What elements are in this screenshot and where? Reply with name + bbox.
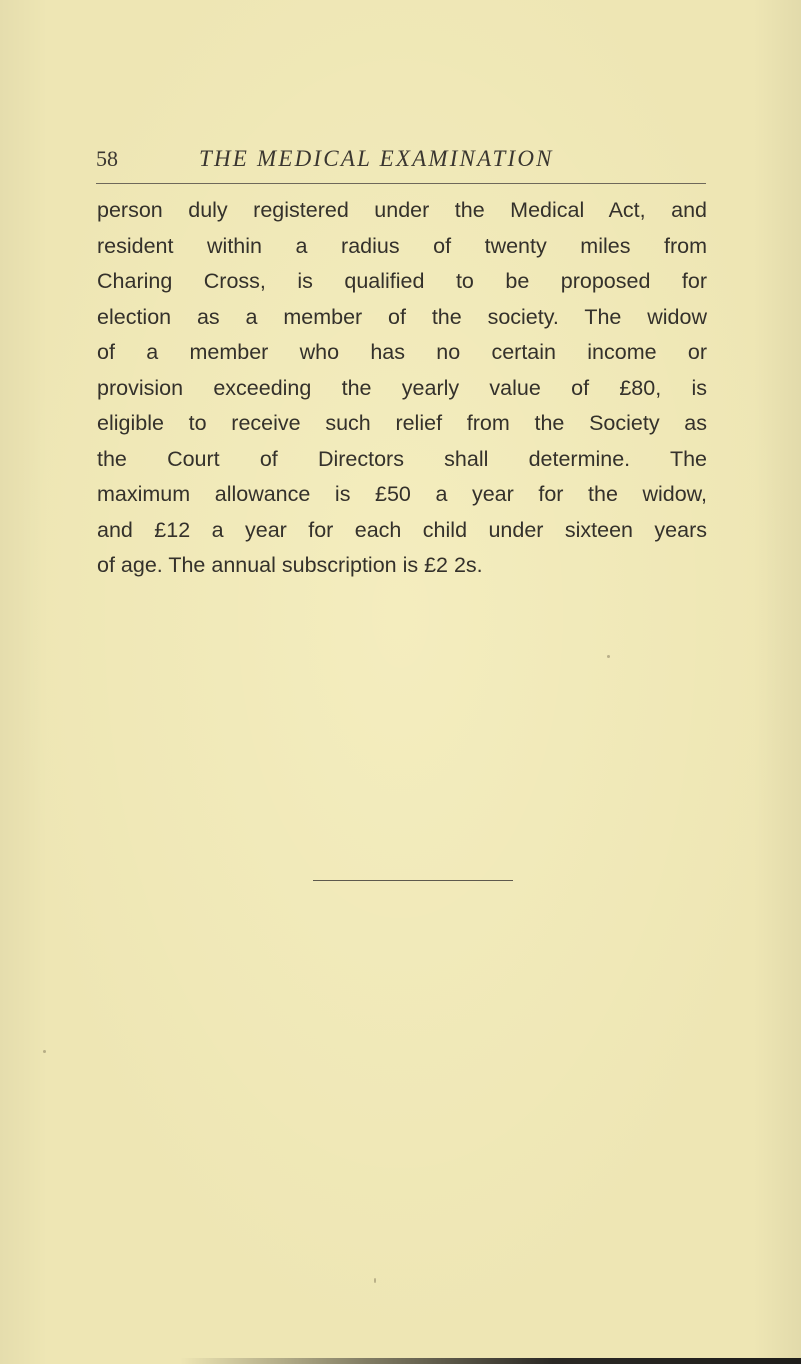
- text-line: and £12 a year for each child under sixteen years: [97, 517, 707, 542]
- text-line: eligible to receive such relief from the Society as: [97, 411, 707, 435]
- section-end-rule: [313, 880, 513, 881]
- text-line: the Court of Directors shall determine. The: [97, 446, 707, 471]
- header-rule: [96, 183, 706, 184]
- page-number: 58: [96, 146, 118, 171]
- text-line: of a member who has no certain income or: [97, 340, 707, 364]
- text-line: election as a member of the society. The widow: [97, 304, 707, 329]
- text-line: provision exceeding the yearly value of £80, is: [97, 375, 707, 400]
- text-line: resident within a radius of twenty miles from: [97, 233, 707, 258]
- paper-speck: [374, 1278, 376, 1283]
- body-paragraph: [97, 193, 707, 584]
- text-line: maximum allowance is £50 a year for the widow,: [97, 482, 707, 506]
- paper-speck: [607, 655, 610, 658]
- text-line: person duly registered under the Medical Act, and: [97, 198, 707, 222]
- text-line: Charing Cross, is qualified to be proposed for: [97, 269, 707, 293]
- running-head: [96, 146, 706, 180]
- page-edge-shadow: [180, 1358, 801, 1364]
- text-line: of age. The annual subscription is £2 2s.: [97, 553, 483, 577]
- page-title: THE MEDICAL EXAMINATION: [199, 146, 554, 171]
- paper-speck: [43, 1050, 46, 1053]
